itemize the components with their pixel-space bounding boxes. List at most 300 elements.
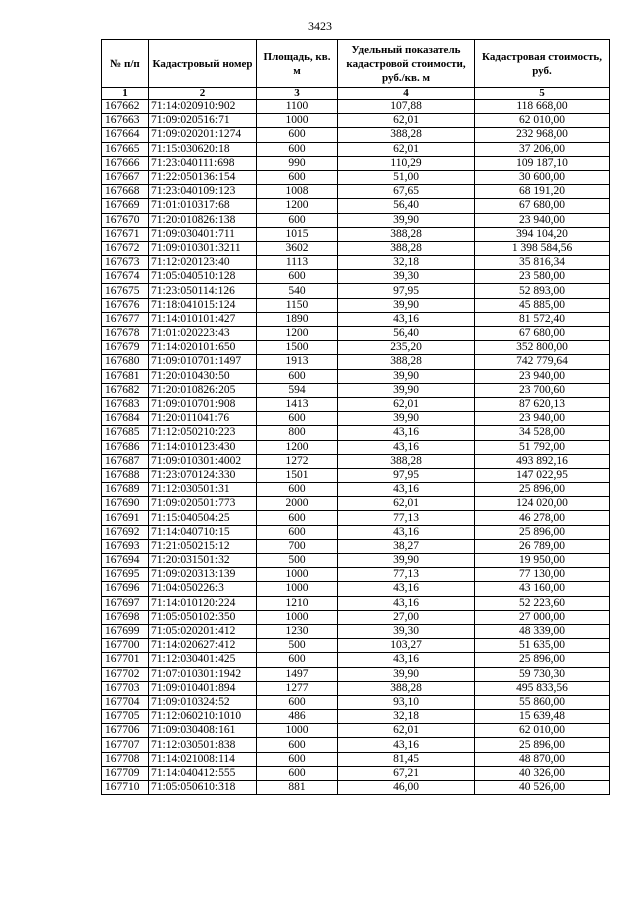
row-number-cell: 167686 xyxy=(102,440,149,454)
cadastral-value-cell: 232 968,00 xyxy=(475,128,610,142)
cadastral-number-cell: 71:09:020516:71 xyxy=(149,114,257,128)
cadastral-value-cell: 23 940,00 xyxy=(475,213,610,227)
page-number: 3423 xyxy=(308,19,332,33)
table-row xyxy=(102,213,610,227)
unit-value-cell: 32,18 xyxy=(338,710,475,724)
cadastral-value-cell: 23 940,00 xyxy=(475,369,610,383)
unit-value-cell: 110,29 xyxy=(338,156,475,170)
cadastral-value-cell: 495 833,56 xyxy=(475,681,610,695)
unit-value-cell: 97,95 xyxy=(338,468,475,482)
row-number-cell: 167703 xyxy=(102,681,149,695)
cadastral-number-cell: 71:14:010120:224 xyxy=(149,596,257,610)
column-number-row xyxy=(102,88,610,100)
area-cell: 1000 xyxy=(257,724,338,738)
cadastral-value-cell: 81 572,40 xyxy=(475,312,610,326)
area-cell: 1000 xyxy=(257,610,338,624)
row-number-cell: 167670 xyxy=(102,213,149,227)
row-number-cell: 167680 xyxy=(102,355,149,369)
table-row xyxy=(102,142,610,156)
row-number-cell: 167697 xyxy=(102,596,149,610)
area-cell: 1000 xyxy=(257,568,338,582)
cadastral-value-cell: 25 896,00 xyxy=(475,653,610,667)
area-cell: 500 xyxy=(257,554,338,568)
row-number-cell: 167685 xyxy=(102,426,149,440)
table-row xyxy=(102,653,610,667)
cadastral-number-cell: 71:14:010123:430 xyxy=(149,440,257,454)
table-row xyxy=(102,440,610,454)
row-number-cell: 167693 xyxy=(102,539,149,553)
area-cell: 2000 xyxy=(257,497,338,511)
area-cell: 1015 xyxy=(257,227,338,241)
area-cell: 1210 xyxy=(257,596,338,610)
row-number-cell: 167698 xyxy=(102,610,149,624)
row-number-cell: 167696 xyxy=(102,582,149,596)
unit-value-cell: 97,95 xyxy=(338,284,475,298)
area-cell: 500 xyxy=(257,639,338,653)
area-cell: 486 xyxy=(257,710,338,724)
unit-value-cell: 43,16 xyxy=(338,596,475,610)
table-row xyxy=(102,383,610,397)
cadastral-value-cell: 43 160,00 xyxy=(475,582,610,596)
cadastral-value-cell: 25 896,00 xyxy=(475,483,610,497)
cadastral-value-cell: 37 206,00 xyxy=(475,142,610,156)
area-cell: 1100 xyxy=(257,100,338,114)
area-cell: 1230 xyxy=(257,624,338,638)
table-row xyxy=(102,639,610,653)
area-cell: 1413 xyxy=(257,397,338,411)
table-row xyxy=(102,156,610,170)
area-cell: 600 xyxy=(257,128,338,142)
unit-value-cell: 43,16 xyxy=(338,483,475,497)
table-row xyxy=(102,752,610,766)
cadastral-number-cell: 71:20:011041:76 xyxy=(149,412,257,426)
cadastral-value-cell: 77 130,00 xyxy=(475,568,610,582)
row-number-cell: 167692 xyxy=(102,525,149,539)
row-number-cell: 167666 xyxy=(102,156,149,170)
row-number-cell: 167695 xyxy=(102,568,149,582)
cadastral-value-cell: 26 789,00 xyxy=(475,539,610,553)
unit-value-cell: 39,90 xyxy=(338,213,475,227)
cadastral-value-cell: 45 885,00 xyxy=(475,298,610,312)
cadastral-number-cell: 71:09:010701:1497 xyxy=(149,355,257,369)
area-cell: 1113 xyxy=(257,256,338,270)
area-cell: 600 xyxy=(257,695,338,709)
table-row xyxy=(102,256,610,270)
row-number-cell: 167708 xyxy=(102,752,149,766)
cadastral-number-cell: 71:07:010301:1942 xyxy=(149,667,257,681)
unit-value-cell: 388,28 xyxy=(338,227,475,241)
cadastral-value-cell: 25 896,00 xyxy=(475,525,610,539)
area-cell: 1200 xyxy=(257,199,338,213)
unit-value-cell: 388,28 xyxy=(338,241,475,255)
cadastral-number-cell: 71:09:030408:161 xyxy=(149,724,257,738)
cadastral-value-cell: 34 528,00 xyxy=(475,426,610,440)
unit-value-cell: 43,16 xyxy=(338,525,475,539)
row-number-cell: 167688 xyxy=(102,468,149,482)
unit-value-cell: 27,00 xyxy=(338,610,475,624)
table-row xyxy=(102,738,610,752)
area-cell: 990 xyxy=(257,156,338,170)
cadastral-value-cell: 51 792,00 xyxy=(475,440,610,454)
area-cell: 1277 xyxy=(257,681,338,695)
row-number-cell: 167679 xyxy=(102,341,149,355)
cadastral-value-cell: 19 950,00 xyxy=(475,554,610,568)
table-row xyxy=(102,270,610,284)
row-number-cell: 167701 xyxy=(102,653,149,667)
area-cell: 1000 xyxy=(257,114,338,128)
cadastral-number-cell: 71:14:021008:114 xyxy=(149,752,257,766)
cadastral-value-cell: 1 398 584,56 xyxy=(475,241,610,255)
column-header-cadastral-number: Кадастровый номер xyxy=(149,40,257,88)
table-row xyxy=(102,468,610,482)
table-row xyxy=(102,525,610,539)
table-row xyxy=(102,227,610,241)
unit-value-cell: 39,90 xyxy=(338,667,475,681)
cadastral-value-cell: 30 600,00 xyxy=(475,170,610,184)
table-row xyxy=(102,412,610,426)
area-cell: 1497 xyxy=(257,667,338,681)
cadastral-value-cell: 40 326,00 xyxy=(475,766,610,780)
cadastral-value-cell: 493 892,16 xyxy=(475,454,610,468)
table-row xyxy=(102,100,610,114)
unit-value-cell: 107,88 xyxy=(338,100,475,114)
area-cell: 600 xyxy=(257,653,338,667)
cadastral-number-cell: 71:12:020123:40 xyxy=(149,256,257,270)
table-row xyxy=(102,241,610,255)
unit-value-cell: 38,27 xyxy=(338,539,475,553)
cadastral-value-cell: 15 639,48 xyxy=(475,710,610,724)
unit-value-cell: 39,90 xyxy=(338,554,475,568)
cadastral-value-cell: 67 680,00 xyxy=(475,199,610,213)
column-number: 5 xyxy=(475,88,610,100)
row-number-cell: 167689 xyxy=(102,483,149,497)
table-row xyxy=(102,610,610,624)
column-header-cadastral-value: Кадастровая стоимость, руб. xyxy=(475,40,610,88)
area-cell: 800 xyxy=(257,426,338,440)
table-row xyxy=(102,355,610,369)
table-row xyxy=(102,199,610,213)
table-row xyxy=(102,681,610,695)
unit-value-cell: 43,16 xyxy=(338,426,475,440)
table-row xyxy=(102,454,610,468)
cadastral-value-cell: 394 104,20 xyxy=(475,227,610,241)
cadastral-number-cell: 71:09:010324:52 xyxy=(149,695,257,709)
cadastral-value-cell: 62 010,00 xyxy=(475,114,610,128)
area-cell: 1890 xyxy=(257,312,338,326)
cadastral-number-cell: 71:09:010301:3211 xyxy=(149,241,257,255)
cadastral-value-cell: 40 526,00 xyxy=(475,781,610,795)
table-row xyxy=(102,724,610,738)
cadastral-number-cell: 71:09:020201:1274 xyxy=(149,128,257,142)
unit-value-cell: 56,40 xyxy=(338,199,475,213)
area-cell: 1000 xyxy=(257,582,338,596)
area-cell: 600 xyxy=(257,170,338,184)
cadastral-number-cell: 71:14:040412:555 xyxy=(149,766,257,780)
cadastral-value-cell: 52 893,00 xyxy=(475,284,610,298)
table-row xyxy=(102,695,610,709)
cadastral-number-cell: 71:23:040111:698 xyxy=(149,156,257,170)
cadastral-value-cell: 352 800,00 xyxy=(475,341,610,355)
row-number-cell: 167673 xyxy=(102,256,149,270)
cadastral-value-cell: 25 896,00 xyxy=(475,738,610,752)
table-row xyxy=(102,497,610,511)
cadastral-value-cell: 147 022,95 xyxy=(475,468,610,482)
cadastral-value-cell: 118 668,00 xyxy=(475,100,610,114)
cadastral-value-table xyxy=(101,39,610,795)
table-row xyxy=(102,312,610,326)
cadastral-number-cell: 71:15:030620:18 xyxy=(149,142,257,156)
area-cell: 1150 xyxy=(257,298,338,312)
unit-value-cell: 62,01 xyxy=(338,497,475,511)
unit-value-cell: 235,20 xyxy=(338,341,475,355)
unit-value-cell: 388,28 xyxy=(338,681,475,695)
cadastral-number-cell: 71:05:040510:128 xyxy=(149,270,257,284)
area-cell: 600 xyxy=(257,412,338,426)
row-number-cell: 167699 xyxy=(102,624,149,638)
table-row xyxy=(102,596,610,610)
row-number-cell: 167683 xyxy=(102,397,149,411)
table-row xyxy=(102,170,610,184)
cadastral-value-cell: 68 191,20 xyxy=(475,185,610,199)
unit-value-cell: 81,45 xyxy=(338,752,475,766)
cadastral-number-cell: 71:12:060210:1010 xyxy=(149,710,257,724)
row-number-cell: 167704 xyxy=(102,695,149,709)
area-cell: 600 xyxy=(257,213,338,227)
area-cell: 1500 xyxy=(257,341,338,355)
unit-value-cell: 39,90 xyxy=(338,412,475,426)
cadastral-number-cell: 71:12:050210:223 xyxy=(149,426,257,440)
cadastral-value-cell: 35 816,34 xyxy=(475,256,610,270)
unit-value-cell: 77,13 xyxy=(338,568,475,582)
cadastral-number-cell: 71:23:050114:126 xyxy=(149,284,257,298)
unit-value-cell: 62,01 xyxy=(338,397,475,411)
area-cell: 600 xyxy=(257,270,338,284)
area-cell: 600 xyxy=(257,142,338,156)
table-row xyxy=(102,369,610,383)
cadastral-number-cell: 71:14:020101:650 xyxy=(149,341,257,355)
area-cell: 1200 xyxy=(257,327,338,341)
unit-value-cell: 39,30 xyxy=(338,624,475,638)
cadastral-number-cell: 71:20:031501:32 xyxy=(149,554,257,568)
cadastral-number-cell: 71:12:030501:838 xyxy=(149,738,257,752)
unit-value-cell: 388,28 xyxy=(338,454,475,468)
area-cell: 1272 xyxy=(257,454,338,468)
area-cell: 600 xyxy=(257,752,338,766)
cadastral-number-cell: 71:05:020201:412 xyxy=(149,624,257,638)
cadastral-number-cell: 71:21:050215:12 xyxy=(149,539,257,553)
table-row xyxy=(102,483,610,497)
unit-value-cell: 388,28 xyxy=(338,355,475,369)
cadastral-value-cell: 55 860,00 xyxy=(475,695,610,709)
cadastral-number-cell: 71:14:040710:15 xyxy=(149,525,257,539)
unit-value-cell: 43,16 xyxy=(338,582,475,596)
area-cell: 600 xyxy=(257,483,338,497)
table-body xyxy=(102,100,610,795)
table-row xyxy=(102,582,610,596)
cadastral-value-cell: 124 020,00 xyxy=(475,497,610,511)
table-row xyxy=(102,568,610,582)
cadastral-number-cell: 71:14:020627:412 xyxy=(149,639,257,653)
row-number-cell: 167663 xyxy=(102,114,149,128)
unit-value-cell: 51,00 xyxy=(338,170,475,184)
cadastral-value-cell: 67 680,00 xyxy=(475,327,610,341)
area-cell: 540 xyxy=(257,284,338,298)
table-row xyxy=(102,185,610,199)
row-number-cell: 167684 xyxy=(102,412,149,426)
unit-value-cell: 43,16 xyxy=(338,440,475,454)
cadastral-number-cell: 71:18:041015:124 xyxy=(149,298,257,312)
cadastral-number-cell: 71:09:020313:139 xyxy=(149,568,257,582)
table-row xyxy=(102,397,610,411)
cadastral-value-cell: 109 187,10 xyxy=(475,156,610,170)
table-row xyxy=(102,284,610,298)
unit-value-cell: 93,10 xyxy=(338,695,475,709)
row-number-cell: 167671 xyxy=(102,227,149,241)
row-number-cell: 167672 xyxy=(102,241,149,255)
unit-value-cell: 67,21 xyxy=(338,766,475,780)
table-row xyxy=(102,766,610,780)
table-row xyxy=(102,341,610,355)
row-number-cell: 167690 xyxy=(102,497,149,511)
cadastral-number-cell: 71:15:040504:25 xyxy=(149,511,257,525)
cadastral-number-cell: 71:01:020223:43 xyxy=(149,327,257,341)
unit-value-cell: 103,27 xyxy=(338,639,475,653)
cadastral-number-cell: 71:12:030401:425 xyxy=(149,653,257,667)
row-number-cell: 167705 xyxy=(102,710,149,724)
cadastral-number-cell: 71:20:010430:50 xyxy=(149,369,257,383)
row-number-cell: 167678 xyxy=(102,327,149,341)
cadastral-number-cell: 71:14:010101:427 xyxy=(149,312,257,326)
area-cell: 600 xyxy=(257,511,338,525)
unit-value-cell: 388,28 xyxy=(338,128,475,142)
cadastral-value-cell: 87 620,13 xyxy=(475,397,610,411)
column-header-number: № п/п xyxy=(102,40,149,88)
unit-value-cell: 43,16 xyxy=(338,312,475,326)
table-row xyxy=(102,327,610,341)
column-number: 2 xyxy=(149,88,257,100)
row-number-cell: 167662 xyxy=(102,100,149,114)
cadastral-value-cell: 27 000,00 xyxy=(475,610,610,624)
cadastral-value-cell: 46 278,00 xyxy=(475,511,610,525)
table-row xyxy=(102,298,610,312)
table-header-row xyxy=(102,40,610,88)
row-number-cell: 167706 xyxy=(102,724,149,738)
cadastral-number-cell: 71:09:010401:894 xyxy=(149,681,257,695)
cadastral-number-cell: 71:14:020910:902 xyxy=(149,100,257,114)
unit-value-cell: 39,90 xyxy=(338,383,475,397)
column-number: 1 xyxy=(102,88,149,100)
row-number-cell: 167710 xyxy=(102,781,149,795)
row-number-cell: 167676 xyxy=(102,298,149,312)
cadastral-number-cell: 71:01:010317:68 xyxy=(149,199,257,213)
table-row xyxy=(102,624,610,638)
unit-value-cell: 62,01 xyxy=(338,142,475,156)
area-cell: 600 xyxy=(257,766,338,780)
table-row xyxy=(102,511,610,525)
row-number-cell: 167669 xyxy=(102,199,149,213)
row-number-cell: 167681 xyxy=(102,369,149,383)
cadastral-number-cell: 71:20:010826:138 xyxy=(149,213,257,227)
area-cell: 594 xyxy=(257,383,338,397)
table-row xyxy=(102,114,610,128)
row-number-cell: 167700 xyxy=(102,639,149,653)
row-number-cell: 167682 xyxy=(102,383,149,397)
cadastral-number-cell: 71:20:010826:205 xyxy=(149,383,257,397)
area-cell: 1913 xyxy=(257,355,338,369)
table-row xyxy=(102,781,610,795)
cadastral-value-cell: 23 700,60 xyxy=(475,383,610,397)
cadastral-number-cell: 71:12:030501:31 xyxy=(149,483,257,497)
cadastral-value-cell: 742 779,64 xyxy=(475,355,610,369)
unit-value-cell: 39,30 xyxy=(338,270,475,284)
table-row xyxy=(102,667,610,681)
area-cell: 1501 xyxy=(257,468,338,482)
cadastral-value-cell: 62 010,00 xyxy=(475,724,610,738)
unit-value-cell: 62,01 xyxy=(338,724,475,738)
cadastral-value-cell: 48 339,00 xyxy=(475,624,610,638)
area-cell: 600 xyxy=(257,738,338,752)
area-cell: 1200 xyxy=(257,440,338,454)
area-cell: 1008 xyxy=(257,185,338,199)
unit-value-cell: 43,16 xyxy=(338,653,475,667)
row-number-cell: 167702 xyxy=(102,667,149,681)
unit-value-cell: 67,65 xyxy=(338,185,475,199)
row-number-cell: 167664 xyxy=(102,128,149,142)
table-row xyxy=(102,554,610,568)
unit-value-cell: 77,13 xyxy=(338,511,475,525)
table-row xyxy=(102,426,610,440)
table-row xyxy=(102,539,610,553)
unit-value-cell: 32,18 xyxy=(338,256,475,270)
column-number: 4 xyxy=(338,88,475,100)
cadastral-number-cell: 71:23:040109:123 xyxy=(149,185,257,199)
cadastral-number-cell: 71:05:050102:350 xyxy=(149,610,257,624)
cadastral-value-cell: 52 223,60 xyxy=(475,596,610,610)
unit-value-cell: 62,01 xyxy=(338,114,475,128)
unit-value-cell: 46,00 xyxy=(338,781,475,795)
cadastral-number-cell: 71:09:020501:773 xyxy=(149,497,257,511)
column-number: 3 xyxy=(257,88,338,100)
area-cell: 600 xyxy=(257,369,338,383)
unit-value-cell: 39,90 xyxy=(338,298,475,312)
cadastral-number-cell: 71:22:050136:154 xyxy=(149,170,257,184)
area-cell: 600 xyxy=(257,525,338,539)
table-row xyxy=(102,128,610,142)
row-number-cell: 167665 xyxy=(102,142,149,156)
row-number-cell: 167709 xyxy=(102,766,149,780)
column-header-area: Площадь, кв. м xyxy=(257,40,338,88)
cadastral-number-cell: 71:09:010701:908 xyxy=(149,397,257,411)
table-row xyxy=(102,710,610,724)
cadastral-value-cell: 51 635,00 xyxy=(475,639,610,653)
unit-value-cell: 56,40 xyxy=(338,327,475,341)
unit-value-cell: 39,90 xyxy=(338,369,475,383)
row-number-cell: 167674 xyxy=(102,270,149,284)
cadastral-number-cell: 71:09:030401:711 xyxy=(149,227,257,241)
column-header-unit-value: Удельный показатель кадастровой стоимости, руб./кв. м xyxy=(338,40,475,88)
area-cell: 3602 xyxy=(257,241,338,255)
row-number-cell: 167677 xyxy=(102,312,149,326)
cadastral-number-cell: 71:09:010301:4002 xyxy=(149,454,257,468)
row-number-cell: 167687 xyxy=(102,454,149,468)
area-cell: 700 xyxy=(257,539,338,553)
cadastral-value-cell: 59 730,30 xyxy=(475,667,610,681)
row-number-cell: 167675 xyxy=(102,284,149,298)
row-number-cell: 167691 xyxy=(102,511,149,525)
cadastral-number-cell: 71:23:070124:330 xyxy=(149,468,257,482)
cadastral-value-cell: 23 580,00 xyxy=(475,270,610,284)
row-number-cell: 167694 xyxy=(102,554,149,568)
